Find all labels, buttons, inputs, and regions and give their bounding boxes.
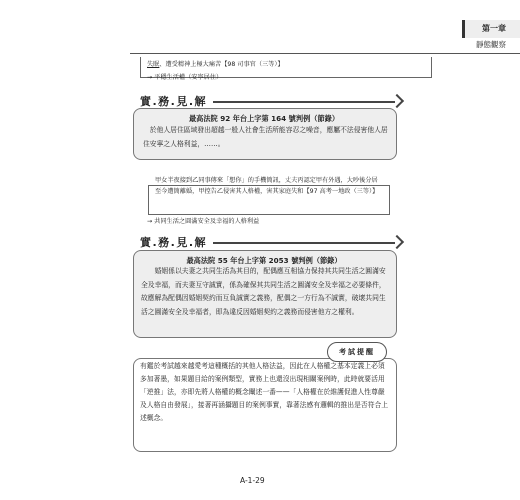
header-rule (130, 53, 520, 54)
continued-box-line1 (147, 59, 284, 68)
chapter-subtitle: 靜態觀察 (476, 40, 506, 49)
exam-tips-badge: 考試提醒 (327, 342, 387, 362)
continued-box-line2: → 平穩生活權（安寧居住） (147, 74, 223, 81)
chapter-tab: 第一章 (462, 20, 520, 38)
case-body-1: 於他人居住區域發出超越一般人社會生活所能容忍之噪音，應屬不法侵害他人居住安寧之人格利益，……。 (143, 126, 388, 148)
section1-title: 實.務.見.解 (140, 95, 208, 108)
section2-title: 實.務.見.解 (140, 236, 208, 249)
case-body-2: 婚姻係以夫妻之共同生活為其目的，配偶應互相協力保持其共同生活之圓滿安全及幸福，而夫妻互守誠實，係為確保其共同生活之圓滿安全及幸福之必要條件，故應解為配偶因婚姻契約而互負誠實之義務，配偶之一方行為不誠實，破壞共同生活之圓滿安全及幸福者，即為違反因婚姻契約之義務而侵害他方之權利。 (141, 267, 386, 316)
case-title-1: 最高法院 92 年台上字第 164 號判例（節錄） (188, 114, 340, 123)
page-number: A-1-29 (240, 476, 265, 485)
section2-title-arrow (390, 235, 404, 249)
exam-tips-body: 有鑑於考試越來越愛考這種概括的其他人格法益，因此在人格權之基本定義上必須多加著墨，如果題目給的案例類型，實務上也還沒出現相關案例時，此時就要活用「逆推」法，亦即先將人格權的概念闡述一番——「人格權在於維護促進人性尊嚴及人格自由發展」，接著再涵攝題目的案例事實，靠著法感有邏輯的推出是否符合上述概念。 (140, 362, 389, 422)
example-arrow-note: → 共同生活之圓滿安全及幸福的人格利益 (147, 218, 260, 225)
continued-box-line1-text: 、遭受精神上極大痛苦【98 司事官（三等）】 (159, 61, 284, 68)
section1-title-rule (213, 101, 395, 103)
section1-title-arrow (390, 94, 404, 108)
underlined-term: 失眠 (147, 61, 160, 68)
case-title-2: 最高法院 55 年台上字第 2053 號判例（節錄） (186, 256, 342, 265)
section2-title-rule (213, 242, 395, 244)
example-text: 甲女半夜接到乙同事傳來「想你」的手機簡訊，丈夫丙認定甲有外遇，大吵後分居至今遭簡離婚，甲控告乙侵害其人格權，害其家庭失和【97 高考一地政（三等）】 (155, 177, 379, 195)
